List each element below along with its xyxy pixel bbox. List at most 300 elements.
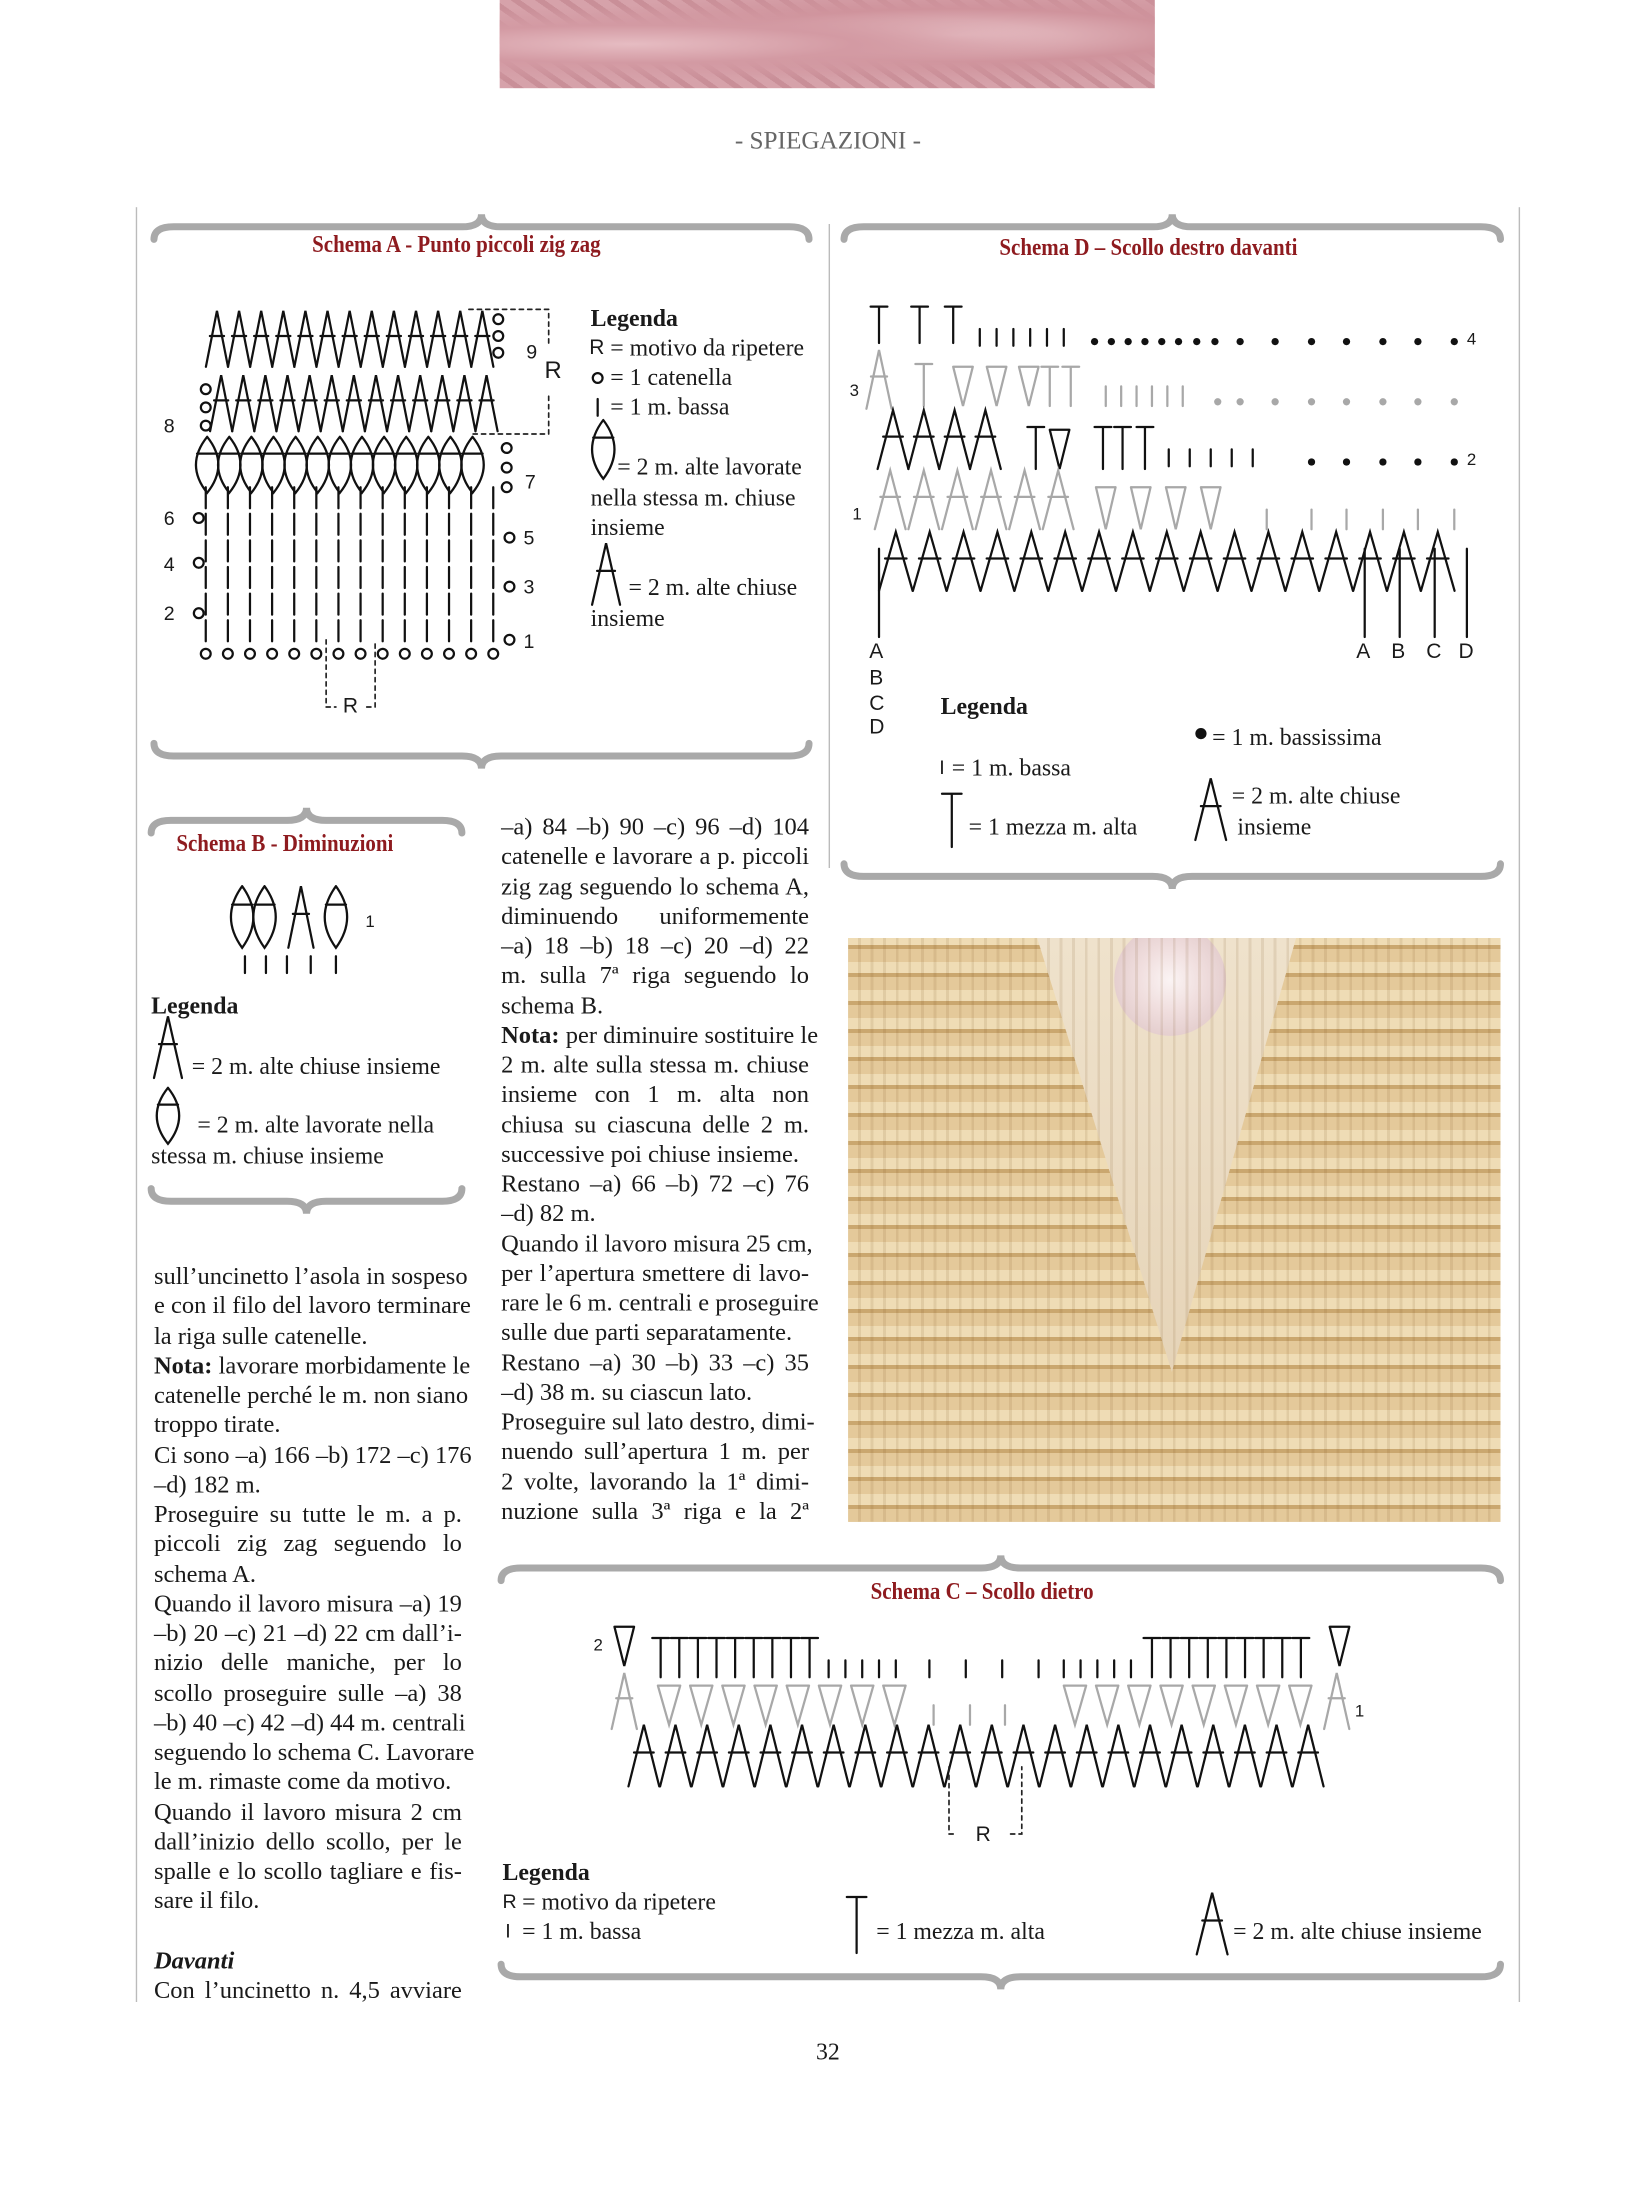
hdc-symbol bbox=[671, 1638, 688, 1677]
dec-symbol bbox=[976, 470, 1007, 529]
v-symbol bbox=[953, 367, 973, 406]
v-symbol bbox=[1131, 487, 1151, 529]
schema-d-legend-hdc: = 1 mezza m. alta bbox=[968, 813, 1138, 840]
dec-symbol bbox=[321, 375, 343, 431]
schema-b-brace-bottom bbox=[151, 1189, 462, 1214]
dec-symbol bbox=[361, 311, 383, 367]
cluster-symbol bbox=[196, 437, 218, 493]
hdc-symbol bbox=[1218, 1638, 1235, 1677]
bold-label: Nota: bbox=[153, 1350, 213, 1379]
v-symbol bbox=[883, 1686, 905, 1725]
chain-symbol bbox=[505, 533, 515, 543]
chain-symbol bbox=[201, 421, 211, 431]
text-line bbox=[153, 1350, 471, 1380]
dec-symbol bbox=[1252, 532, 1286, 591]
text-content: troppo tirate. bbox=[153, 1410, 281, 1439]
text-content: nuzione sulla 3ª riga e la 2ª bbox=[501, 1496, 810, 1525]
slip-stitch-symbol bbox=[1158, 338, 1165, 345]
text-line bbox=[154, 1886, 462, 1915]
schema-d-title: Schema D – Scollo destro davanti bbox=[999, 233, 1298, 261]
chain-symbol bbox=[201, 384, 211, 394]
text-content: catenelle perché le m. non siano bbox=[153, 1380, 469, 1409]
chain-symbol bbox=[505, 582, 515, 592]
text-line bbox=[501, 1377, 809, 1406]
cluster-symbol bbox=[592, 420, 614, 479]
text-content: Con l’uncinetto n. 4,5 avviare bbox=[153, 1975, 462, 2004]
dec-symbol bbox=[976, 1725, 1007, 1787]
cluster-symbol bbox=[253, 886, 275, 948]
schema-c-legend-r-symbol: R bbox=[502, 1890, 517, 1913]
cluster-symbol bbox=[262, 437, 284, 493]
dec-symbol bbox=[154, 1016, 182, 1078]
schema-b-legend-cluster-2: stessa m. chiuse insieme bbox=[151, 1142, 384, 1169]
dec-symbol bbox=[787, 1725, 818, 1787]
dec-symbol bbox=[1195, 778, 1226, 840]
text-line bbox=[154, 1797, 462, 1826]
size-label-b: B bbox=[1391, 639, 1406, 664]
text-line bbox=[153, 1707, 466, 1737]
dec-symbol bbox=[1324, 1673, 1349, 1729]
hdc-symbol bbox=[1181, 1638, 1198, 1677]
schema-a-row-2: 2 bbox=[163, 602, 175, 625]
schema-d-brace-bottom bbox=[844, 864, 1500, 889]
slip-stitch-symbol bbox=[1236, 398, 1243, 405]
schema-a-row-3: 3 bbox=[523, 575, 535, 598]
schema-a-legend-dec-2: insieme bbox=[590, 604, 665, 632]
dec-symbol bbox=[1285, 532, 1319, 591]
slip-stitch-symbol bbox=[1214, 398, 1221, 405]
text-line bbox=[501, 991, 809, 1020]
v-symbol bbox=[1201, 487, 1221, 529]
v-symbol bbox=[1050, 430, 1070, 469]
text-line bbox=[153, 1291, 471, 1320]
slip-stitch-symbol bbox=[1175, 338, 1182, 345]
v-symbol bbox=[1225, 1686, 1247, 1725]
hdc-symbol bbox=[847, 1897, 867, 1953]
chain-symbol bbox=[505, 635, 515, 645]
dec-symbol bbox=[232, 375, 254, 431]
cluster-symbol bbox=[461, 437, 483, 493]
chain-symbol bbox=[201, 403, 211, 413]
dec-symbol bbox=[1048, 532, 1082, 591]
hdc-symbol bbox=[1199, 1638, 1216, 1677]
dec-symbol bbox=[299, 375, 321, 431]
text-content: 2 volte, lavorando la 1ª dimi- bbox=[501, 1466, 810, 1495]
dec-symbol bbox=[1353, 532, 1387, 591]
hdc-symbol bbox=[689, 1638, 706, 1677]
v-symbol bbox=[1160, 1686, 1182, 1725]
text-content: e con il filo del lavoro terminare bbox=[153, 1291, 471, 1320]
dec-symbol bbox=[383, 311, 405, 367]
schema-a-title: Schema A - Punto piccoli zig zag bbox=[312, 231, 601, 258]
text-line bbox=[501, 1110, 809, 1139]
dec-symbol bbox=[1150, 532, 1184, 591]
text-line bbox=[154, 1589, 462, 1618]
text-content: –a) 18 –b) 18 –c) 20 –d) 22 bbox=[501, 931, 810, 959]
text-line bbox=[154, 1827, 462, 1856]
text-content: sare il filo. bbox=[153, 1886, 260, 1915]
chain-symbol bbox=[201, 649, 211, 659]
schema-b-legend-title: Legenda bbox=[151, 992, 239, 1020]
hdc-symbol bbox=[1137, 427, 1154, 469]
text-content: piccoli zig zag seguendo lo bbox=[153, 1529, 462, 1558]
text-line bbox=[501, 1020, 819, 1049]
schema-c-repeat-label: R bbox=[975, 1822, 991, 1847]
chain-symbol bbox=[444, 649, 454, 659]
size-label-d-left: D bbox=[869, 715, 885, 740]
slip-stitch-symbol bbox=[1108, 338, 1115, 345]
v-symbol bbox=[1019, 367, 1039, 406]
text-line bbox=[154, 1648, 462, 1677]
text-content: per l’apertura smettere di lavo- bbox=[501, 1258, 810, 1287]
text-line bbox=[501, 1348, 809, 1377]
chain-symbol bbox=[502, 443, 512, 453]
dec-symbol bbox=[592, 543, 620, 605]
dec-symbol bbox=[294, 311, 316, 367]
dec-symbol bbox=[210, 375, 232, 431]
schema-a-row-8: 8 bbox=[163, 414, 175, 437]
v-symbol bbox=[690, 1686, 712, 1725]
text-line bbox=[501, 842, 809, 871]
chain-symbol bbox=[422, 649, 432, 659]
dec-symbol bbox=[981, 532, 1015, 591]
v-neck-sweater-photo bbox=[848, 938, 1500, 1522]
dec-symbol bbox=[913, 1725, 944, 1787]
slip-stitch-symbol bbox=[1343, 338, 1350, 345]
slip-stitch-symbol bbox=[1125, 338, 1132, 345]
dec-symbol bbox=[628, 1725, 659, 1787]
schema-c-legend-repeat: = motivo da ripetere bbox=[522, 1888, 716, 1916]
v-symbol bbox=[754, 1686, 776, 1725]
v-symbol bbox=[819, 1686, 841, 1725]
text-content: –d) 182 m. bbox=[153, 1469, 261, 1498]
text-content: scollo proseguire sulle –a) 38 bbox=[153, 1677, 462, 1706]
hdc-symbol bbox=[1162, 1638, 1179, 1677]
hdc-symbol bbox=[1041, 367, 1058, 406]
slip-stitch-symbol bbox=[1451, 398, 1458, 405]
dec-symbol bbox=[723, 1725, 754, 1787]
text-content: le m. rimaste come da motivo. bbox=[153, 1767, 452, 1796]
text-content: Quando il lavoro misura 25 cm, bbox=[501, 1228, 813, 1257]
slip-stitch-symbol bbox=[1091, 338, 1098, 345]
text-line bbox=[501, 1467, 809, 1496]
text-line bbox=[501, 1199, 809, 1228]
slip-stitch-symbol bbox=[1414, 398, 1421, 405]
v-symbol bbox=[1330, 1627, 1350, 1666]
schema-a-brace-bottom bbox=[154, 743, 809, 768]
dec-symbol bbox=[1043, 470, 1074, 529]
text-line bbox=[501, 1050, 809, 1079]
v-symbol bbox=[1096, 487, 1116, 529]
slip-stitch-symbol bbox=[1343, 458, 1350, 465]
chain-symbol bbox=[493, 331, 503, 341]
schema-b-legend-dec: = 2 m. alte chiuse insieme bbox=[191, 1052, 441, 1080]
chain-symbol bbox=[378, 649, 388, 659]
hdc-symbol bbox=[1274, 1638, 1291, 1677]
schema-a-legend-repeat: = motivo da ripetere bbox=[610, 334, 805, 362]
text-content: lavorare morbidamente le bbox=[212, 1350, 471, 1379]
chain-symbol bbox=[311, 649, 321, 659]
dec-symbol bbox=[875, 470, 906, 529]
schema-d-row-2: 2 bbox=[1466, 449, 1477, 469]
dec-symbol bbox=[866, 350, 891, 409]
schema-a-row-4: 4 bbox=[163, 553, 175, 576]
text-content: per diminuire sostituire le bbox=[559, 1020, 819, 1049]
chain-symbol bbox=[194, 608, 204, 618]
chain-symbol bbox=[194, 558, 204, 568]
dec-symbol bbox=[387, 375, 409, 431]
text-content: –d) 82 m. bbox=[501, 1198, 596, 1227]
slip-stitch-symbol bbox=[1308, 398, 1315, 405]
schema-b-legend-cluster: = 2 m. alte lavorate nella bbox=[197, 1111, 435, 1139]
dec-symbol bbox=[882, 1725, 913, 1787]
dec-symbol bbox=[471, 311, 493, 367]
dec-symbol bbox=[850, 1725, 881, 1787]
slip-stitch-symbol bbox=[1379, 338, 1386, 345]
slip-stitch-symbol bbox=[1308, 458, 1315, 465]
v-symbol bbox=[851, 1686, 873, 1725]
text-line bbox=[153, 1737, 475, 1766]
schema-a-row-7: 7 bbox=[524, 470, 536, 493]
slip-stitch-symbol bbox=[1211, 338, 1218, 345]
schema-a-row-9: 9 bbox=[526, 340, 538, 363]
dec-symbol bbox=[1261, 1725, 1292, 1787]
dec-symbol bbox=[970, 410, 1001, 469]
text-content: seguendo lo schema C. Lavorare bbox=[153, 1737, 475, 1766]
cluster-symbol bbox=[351, 437, 373, 493]
hdc-symbol bbox=[911, 307, 928, 343]
text-line bbox=[501, 1169, 809, 1198]
dec-symbol bbox=[1421, 532, 1455, 591]
hdc-symbol bbox=[1095, 427, 1112, 469]
dec-symbol bbox=[250, 311, 272, 367]
page-number: 32 bbox=[816, 2038, 840, 2065]
dec-symbol bbox=[365, 375, 387, 431]
hdc-symbol bbox=[871, 307, 888, 343]
dec-symbol bbox=[427, 311, 449, 367]
schema-d-legend-sc: = 1 m. bassa bbox=[951, 754, 1071, 782]
v-symbol bbox=[987, 367, 1007, 406]
chain-symbol bbox=[593, 373, 603, 383]
v-symbol bbox=[1257, 1686, 1279, 1725]
schema-d-legend-dec-2: insieme bbox=[1237, 813, 1312, 840]
chain-symbol bbox=[488, 649, 498, 659]
text-content: –d) 38 m. su ciascun lato. bbox=[501, 1377, 753, 1406]
chain-symbol bbox=[502, 463, 512, 473]
text-line bbox=[154, 1499, 462, 1528]
v-symbol bbox=[1166, 487, 1186, 529]
hdc-symbol bbox=[783, 1638, 800, 1677]
chain-symbol bbox=[245, 649, 255, 659]
knit-texture bbox=[848, 938, 1500, 1522]
dec-symbol bbox=[660, 1725, 691, 1787]
hdc-symbol bbox=[1114, 427, 1131, 469]
text-content: diminuendo uniformemente bbox=[501, 901, 810, 930]
slip-stitch-symbol bbox=[1451, 338, 1458, 345]
cluster-symbol bbox=[395, 437, 417, 493]
text-content: schema A. bbox=[153, 1558, 257, 1587]
v-symbol bbox=[658, 1686, 680, 1725]
hdc-symbol bbox=[1292, 1638, 1309, 1677]
text-content: catenelle e lavorare a p. piccoli bbox=[501, 841, 810, 870]
schema-a-row-5: 5 bbox=[523, 526, 535, 549]
v-symbol bbox=[1128, 1686, 1150, 1725]
schema-a-legend-chain: = 1 catenella bbox=[610, 364, 733, 391]
text-content: m. sulla 7ª riga seguendo lo bbox=[501, 960, 810, 989]
hdc-symbol bbox=[745, 1638, 762, 1677]
text-content: schema B. bbox=[501, 990, 604, 1019]
schema-a-repeat-label: R bbox=[544, 357, 562, 384]
dec-symbol bbox=[947, 532, 981, 591]
dec-symbol bbox=[1387, 532, 1421, 591]
dec-symbol bbox=[879, 532, 913, 591]
text-line bbox=[501, 1080, 809, 1109]
text-line bbox=[154, 1559, 462, 1588]
dec-symbol bbox=[1319, 532, 1353, 591]
chain-symbol bbox=[502, 482, 512, 492]
text-line bbox=[154, 1946, 462, 1975]
text-line bbox=[154, 1975, 462, 2004]
hdc-symbol bbox=[1144, 1638, 1161, 1677]
schema-d-legend-sc-symbol: I bbox=[939, 756, 945, 779]
schema-d-row-1: 1 bbox=[852, 504, 862, 524]
slip-stitch-symbol bbox=[1141, 338, 1148, 345]
v-symbol bbox=[1193, 1686, 1215, 1725]
cluster-symbol bbox=[439, 437, 461, 493]
dec-symbol bbox=[409, 375, 431, 431]
text-line bbox=[501, 961, 809, 990]
slip-stitch-symbol bbox=[1379, 458, 1386, 465]
dec-symbol bbox=[1082, 532, 1116, 591]
schema-c-row-2: 2 bbox=[593, 1635, 603, 1655]
dec-symbol bbox=[1293, 1725, 1324, 1787]
v-symbol bbox=[614, 1627, 634, 1666]
schema-d-row-3: 3 bbox=[849, 380, 859, 401]
cluster-symbol bbox=[373, 437, 395, 493]
hdc-symbol bbox=[764, 1638, 781, 1677]
text-content: zig zag seguendo lo schema A, bbox=[501, 871, 810, 900]
slip-stitch-symbol bbox=[1414, 338, 1421, 345]
chain-symbol bbox=[466, 649, 476, 659]
text-content: –b) 20 –c) 21 –d) 22 cm dall’i- bbox=[153, 1618, 462, 1647]
schema-c-row-1: 1 bbox=[1354, 1701, 1365, 1721]
dec-symbol bbox=[1008, 1725, 1039, 1787]
chain-symbol bbox=[194, 513, 204, 523]
text-line bbox=[501, 901, 809, 930]
dec-symbol bbox=[339, 311, 361, 367]
text-line bbox=[501, 1496, 809, 1525]
dec-symbol bbox=[206, 311, 228, 367]
text-content: Ci sono –a) 166 –b) 172 –c) 176 bbox=[153, 1439, 472, 1468]
text-line bbox=[153, 1439, 472, 1469]
chain-symbol bbox=[223, 649, 233, 659]
text-line bbox=[501, 1407, 815, 1436]
text-line bbox=[501, 931, 809, 960]
schema-a-legend-dec: = 2 m. alte chiuse bbox=[628, 574, 798, 601]
dec-symbol bbox=[755, 1725, 786, 1787]
cluster-symbol bbox=[231, 886, 253, 948]
size-label-b-left: B bbox=[869, 666, 884, 691]
cluster-symbol bbox=[240, 437, 262, 493]
dec-symbol bbox=[1218, 532, 1252, 591]
dec-symbol bbox=[1116, 532, 1150, 591]
text-line bbox=[501, 1437, 809, 1466]
slip-stitch-symbol bbox=[1343, 398, 1350, 405]
text-line bbox=[501, 1318, 809, 1347]
dec-symbol bbox=[908, 410, 939, 469]
hdc-symbol bbox=[1255, 1638, 1272, 1677]
schema-c-legend-title: Legenda bbox=[502, 1859, 590, 1886]
text-line bbox=[153, 1261, 468, 1290]
chain-symbol bbox=[493, 314, 503, 324]
text-content: dall’inizio dello scollo, per le bbox=[153, 1826, 462, 1855]
bold-label: Nota: bbox=[501, 1020, 560, 1049]
dec-symbol bbox=[818, 1725, 849, 1787]
hdc-symbol bbox=[652, 1638, 669, 1677]
schema-c-legend-hdc: = 1 mezza m. alta bbox=[876, 1918, 1045, 1945]
schema-a-legend-cluster-2: nella stessa m. chiuse bbox=[590, 484, 796, 511]
hdc-symbol bbox=[915, 364, 932, 406]
text-content: Quando il lavoro misura –a) 19 bbox=[153, 1588, 462, 1617]
text-line bbox=[501, 1139, 809, 1168]
schema-a-legend-title: Legenda bbox=[590, 305, 678, 332]
dec-symbol bbox=[1229, 1725, 1260, 1787]
dec-symbol bbox=[343, 375, 365, 431]
dec-symbol bbox=[449, 311, 471, 367]
dec-symbol bbox=[276, 375, 298, 431]
dec-symbol bbox=[1184, 532, 1218, 591]
text-content: Quando il lavoro misura 2 cm bbox=[153, 1796, 462, 1825]
dec-symbol bbox=[1015, 532, 1049, 591]
text-line bbox=[154, 1470, 462, 1499]
text-content: –b) 40 –c) 42 –d) 44 m. centrali bbox=[153, 1707, 466, 1736]
hdc-symbol bbox=[801, 1638, 818, 1677]
dec-symbol bbox=[1166, 1725, 1197, 1787]
text-line bbox=[154, 1767, 462, 1796]
schema-d-legend-dec: = 2 m. alte chiuse bbox=[1231, 782, 1401, 810]
dec-symbol bbox=[316, 311, 338, 367]
schema-d-row-4: 4 bbox=[1466, 329, 1477, 349]
v-symbol bbox=[1064, 1686, 1086, 1725]
dec-symbol bbox=[475, 375, 497, 431]
dec-symbol bbox=[1197, 1893, 1228, 1955]
v-symbol bbox=[1096, 1686, 1118, 1725]
text-line bbox=[154, 1916, 462, 1945]
text-line bbox=[501, 1228, 813, 1258]
hdc-symbol bbox=[708, 1638, 725, 1677]
dec-symbol bbox=[1198, 1725, 1229, 1787]
schema-c-legend-sc-symbol: I bbox=[505, 1919, 511, 1942]
dec-symbol bbox=[1071, 1725, 1102, 1787]
text-content: Restano –a) 66 –b) 72 –c) 76 bbox=[501, 1169, 810, 1197]
dec-symbol bbox=[913, 532, 947, 591]
dec-symbol bbox=[908, 470, 939, 529]
text-content: nizio delle maniche, per lo bbox=[153, 1648, 462, 1677]
dec-symbol bbox=[1135, 1725, 1166, 1787]
text-line bbox=[501, 1288, 819, 1317]
slip-stitch-symbol bbox=[1271, 398, 1278, 405]
text-content: Restano –a) 30 –b) 33 –c) 35 bbox=[501, 1347, 810, 1376]
dec-symbol bbox=[878, 410, 909, 469]
dec-symbol bbox=[453, 375, 475, 431]
text-line bbox=[154, 1678, 462, 1707]
chain-symbol bbox=[267, 649, 277, 659]
legend-r-symbol: R bbox=[589, 336, 605, 360]
text-line bbox=[154, 1618, 462, 1647]
hdc-symbol bbox=[1062, 367, 1079, 406]
dec-symbol bbox=[1103, 1725, 1134, 1787]
text-line bbox=[501, 872, 809, 901]
